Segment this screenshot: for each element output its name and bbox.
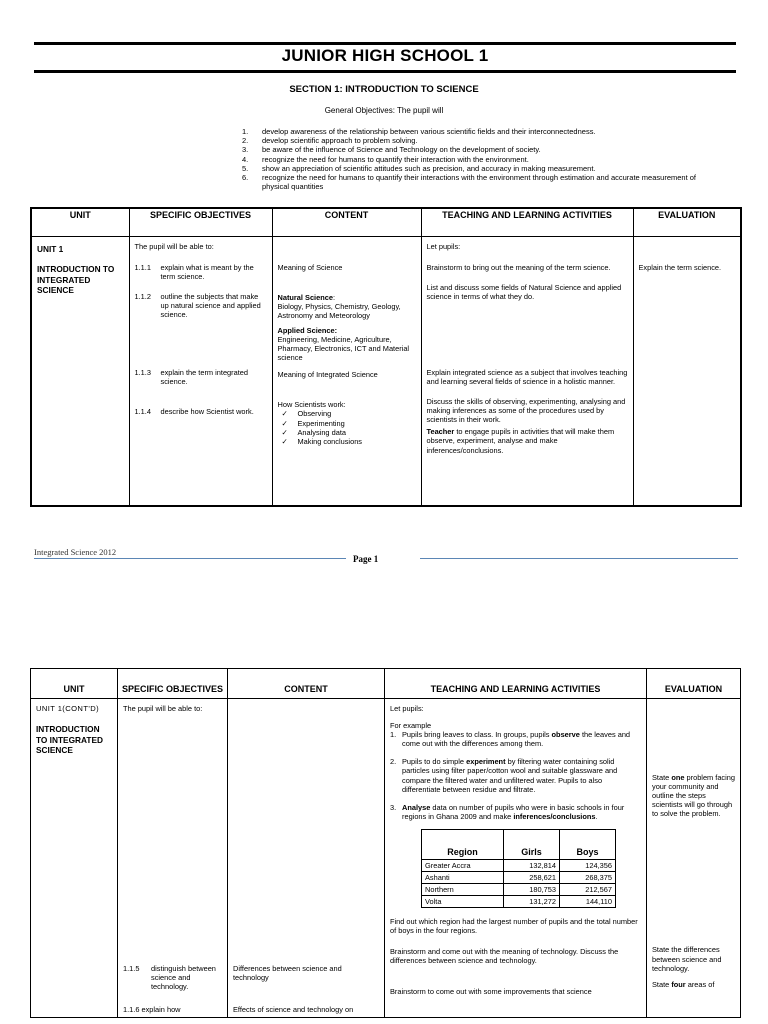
checklist-item: ✓ Experimenting — [281, 418, 345, 428]
content-meaning-science: Meaning of Science — [277, 262, 343, 272]
teaching-list-item: 1. Pupils bring leaves to class. In groups, pupils observe the leaves and come out with the differences among them. — [390, 730, 631, 749]
table-row — [31, 699, 741, 1018]
objective-item: 1.1.2 outline the subjects that make up natural science and applied science. — [134, 291, 261, 319]
check-icon: ✓ — [281, 436, 288, 446]
top-rule — [34, 42, 736, 45]
girls-cell: 131,272 — [504, 895, 560, 907]
teaching-intro: Let pupils: — [426, 241, 461, 251]
boys-cell: 144,110 — [560, 895, 616, 907]
checklist-item: ✓ Observing — [281, 409, 332, 419]
region-cell: Ashanti — [422, 871, 504, 883]
teaching-for-example: For example — [390, 721, 432, 731]
boys-header: Boys — [560, 829, 616, 859]
check-icon: ✓ — [281, 409, 288, 419]
teaching-paragraph: Discuss the skills of observing, experimenting, analysing and making inferences as some of the procedures used by scientists in their work. — [426, 397, 626, 425]
content-cell — [272, 236, 421, 506]
objective-item: 1.1.1 explain what is meant by the term science. — [134, 262, 254, 281]
girls-cell: 258,621 — [504, 871, 560, 883]
table-header-row — [31, 669, 741, 699]
header-evaluation: EVALUATION — [647, 669, 741, 699]
header-content: CONTENT — [228, 669, 385, 699]
teaching-paragraph: Brainstorm and come out with the meaning of technology. Discuss the differences between science and technology. — [390, 947, 619, 966]
list-item: 1. develop awareness of the relationship between various scientific fields and their interconnectedness. — [242, 127, 596, 136]
header-content: CONTENT — [272, 208, 421, 236]
header-specific-objectives: SPECIFIC OBJECTIVES — [118, 669, 228, 699]
table-row — [31, 236, 741, 506]
girls-cell: 132,814 — [504, 859, 560, 871]
unit-cell — [31, 236, 129, 506]
list-item: 5. show an appreciation of scientific attitudes such as precision, and accuracy in making measurement. — [242, 163, 596, 173]
teaching-cell — [421, 236, 633, 506]
content-natural-science: Natural Science: Biology, Physics, Chemistry, Geology, Astronomy and Meteorology — [277, 292, 401, 320]
unit-cell — [31, 699, 118, 1018]
title-underline-rule — [34, 70, 736, 73]
teaching-paragraph: Find out which region had the largest number of pupils and the total number of boys in the four regions. — [390, 916, 638, 936]
list-item: 6. recognize the need for humans to quantify their interactions with the environment through estimation and accurate measurement of physical quantities — [242, 173, 696, 192]
objective-item-cutoff: 1.1.6 explain how — [123, 1005, 181, 1015]
table-header-row — [422, 829, 616, 859]
objectives-cell — [118, 699, 228, 1018]
content-meaning-integrated: Meaning of Integrated Science — [277, 370, 378, 380]
teaching-paragraph-cutoff: Brainstorm to come out with some improvements that science — [390, 987, 592, 997]
syllabus-table-unit-1 — [30, 207, 742, 507]
objective-item: 1.1.5 distinguish between science and technology. — [123, 964, 216, 992]
content-applied-science: Applied Science: Engineering, Medicine, Agriculture, Pharmacy, Electronics, ICT and Material science — [277, 325, 410, 363]
content-effects: Effects of science and technology on — [233, 1005, 354, 1015]
table-row — [422, 883, 616, 895]
teaching-list-item: 3. Analyse data on number of pupils who were in basic schools in four regions in Ghana 2009 and make inferences/conclusions. — [390, 802, 625, 821]
table-header-row — [31, 208, 741, 236]
header-unit: UNIT — [31, 669, 118, 699]
unit-title: INTRODUCTION TO INTEGRATED SCIENCE — [36, 724, 103, 756]
objective-item: 1.1.3 explain the term integrated science. — [134, 368, 249, 387]
section-title: SECTION 1: INTRODUCTION TO SCIENCE — [289, 84, 479, 95]
checklist-item: ✓ Making conclusions — [281, 436, 362, 446]
objectives-intro: The pupil will be able to: — [134, 241, 214, 251]
general-objectives-list — [242, 127, 712, 191]
footer-rule-right — [420, 558, 738, 559]
page-title: JUNIOR HIGH SCHOOL 1 — [281, 46, 489, 65]
table-row — [422, 871, 616, 883]
objectives-intro: The pupil will be able to: — [123, 704, 203, 713]
teaching-paragraph: Brainstorm to bring out the meaning of the term science. — [426, 262, 611, 272]
region-cell: Greater Accra — [422, 859, 504, 871]
teaching-list-item: 2. Pupils to do simple experiment by filtering water containing solid particles using filter paper/cotton wool and suitable glassware and compare the filtered water and unfiltered water. Pupils to also differentiate between residue and filtrate. — [390, 757, 618, 794]
table-row — [422, 895, 616, 907]
header-specific-objectives: SPECIFIC OBJECTIVES — [129, 208, 272, 236]
syllabus-table-unit-1-continued — [30, 668, 741, 1018]
list-item: 4. recognize the need for humans to quantify their interaction with the environment. — [242, 154, 529, 164]
list-item: 3. be aware of the influence of Science and Technology on the development of society. — [242, 145, 541, 155]
teaching-paragraph: List and discuss some fields of Natural Science and applied science in terms of what they do. — [426, 282, 622, 301]
table-row — [422, 859, 616, 871]
teaching-paragraph: Teacher to engage pupils in activities that will make them observe, experiment, analyse and make inferences/conclusions. — [426, 427, 615, 455]
boys-cell: 124,356 — [560, 859, 616, 871]
evaluation-cell — [647, 699, 741, 1018]
evaluation-text-cutoff: State four areas of — [652, 979, 715, 989]
footer-rule-left — [34, 558, 346, 559]
header-teaching-activities: TEACHING AND LEARNING ACTIVITIES — [385, 669, 647, 699]
evaluation-cell — [633, 236, 741, 506]
check-icon: ✓ — [281, 427, 288, 437]
teaching-paragraph: Explain integrated science as a subject that involves teaching and learning several fields of science in a holistic manner. — [426, 367, 628, 386]
girls-header: Girls — [504, 829, 560, 859]
general-objectives-label: General Objectives: The pupil will — [324, 106, 444, 115]
teaching-intro: Let pupils: — [390, 704, 424, 713]
region-data-table — [421, 829, 616, 908]
unit-number: UNIT 1(CONT'D) — [36, 704, 100, 713]
boys-cell: 268,375 — [560, 871, 616, 883]
header-teaching-activities: TEACHING AND LEARNING ACTIVITIES — [421, 208, 633, 236]
objectives-cell — [129, 236, 272, 506]
evaluation-text: State one problem facing your community and outline the steps scientists will go through to solve the problem. — [652, 773, 735, 819]
girls-cell: 180,753 — [504, 883, 560, 895]
objective-item: 1.1.4 describe how Scientist work. — [134, 407, 254, 417]
evaluation-text: Explain the term science. — [638, 262, 722, 272]
list-item: 2. develop scientific approach to problem solving. — [242, 136, 418, 146]
region-cell: Volta — [422, 895, 504, 907]
content-how-scientists-work: How Scientists work: — [277, 400, 346, 410]
footer-page-number: Page 1 — [353, 554, 379, 564]
content-cell — [228, 699, 385, 1018]
check-icon: ✓ — [281, 418, 288, 428]
header-unit: UNIT — [31, 208, 129, 236]
teaching-cell — [385, 699, 647, 1018]
content-differences: Differences between science and technology — [233, 964, 342, 983]
boys-cell: 212,567 — [560, 883, 616, 895]
unit-number: UNIT 1 — [37, 243, 64, 254]
region-header: Region — [422, 829, 504, 859]
region-cell: Northern — [422, 883, 504, 895]
header-evaluation: EVALUATION — [633, 208, 741, 236]
checklist-item: ✓ Analysing data — [281, 427, 346, 437]
unit-title: INTRODUCTION TO INTEGRATED SCIENCE — [37, 264, 115, 295]
evaluation-text: State the differences between science and technology. — [652, 945, 722, 973]
footer-subject-label: Integrated Science 2012 — [34, 547, 117, 557]
